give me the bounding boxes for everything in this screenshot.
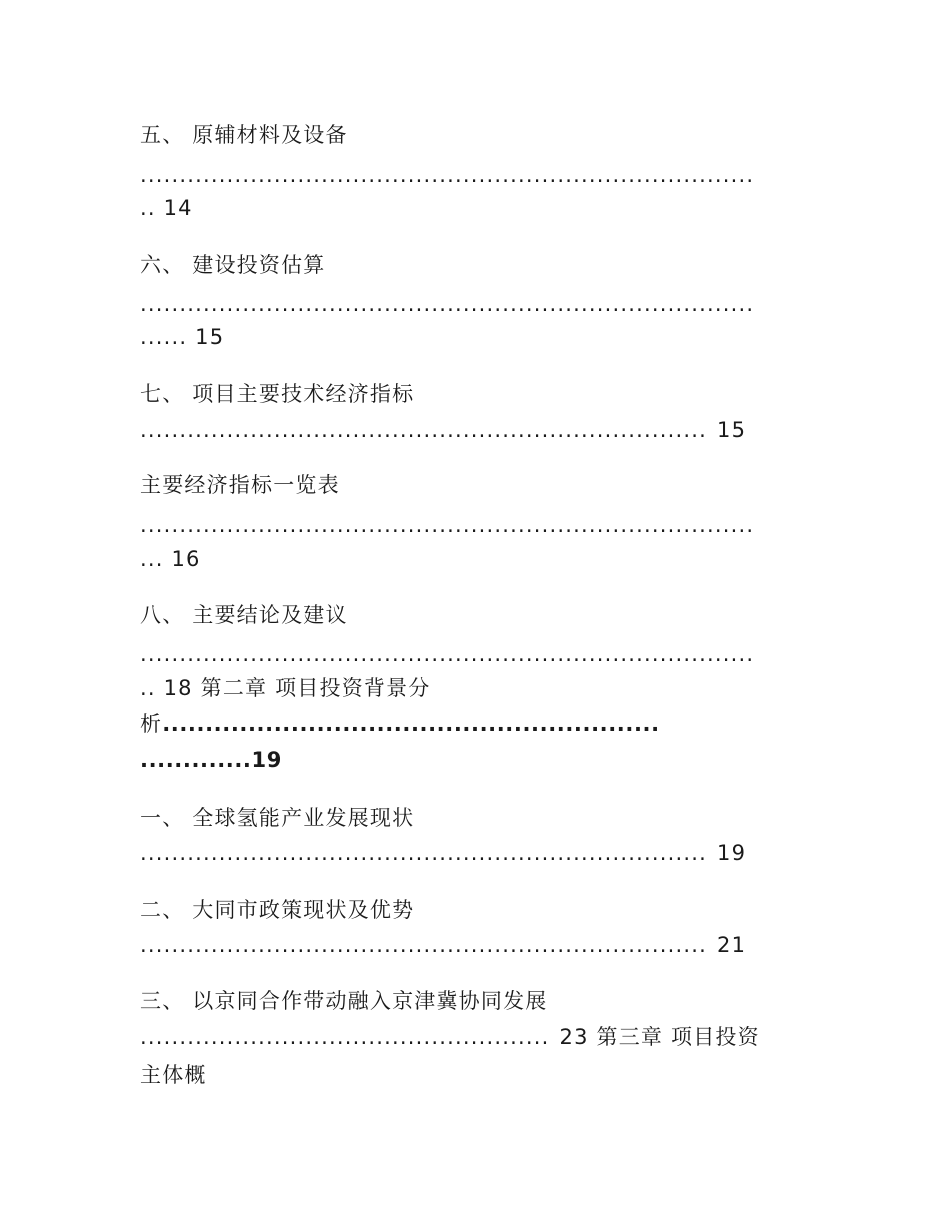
toc-leader-line — [140, 838, 746, 868]
toc-dot-leader: ........................................................................ — [140, 841, 708, 865]
toc-dot-leader: .............................................................................. — [140, 163, 755, 187]
chapter-heading-line — [140, 709, 660, 739]
toc-entry-title: 三、 以京同合作带动融入京津冀协同发展 — [140, 989, 548, 1013]
toc-page-number: 21 — [717, 933, 747, 957]
toc-leader-line — [140, 1022, 760, 1052]
toc-dot-leader: .............................................................................. — [140, 513, 755, 537]
toc-entry-title: 一、 全球氢能产业发展现状 — [140, 806, 415, 830]
toc-entry-title: 六、 建设投资估算 — [140, 253, 326, 277]
toc-entry-title: 主要经济指标一览表 — [140, 473, 340, 497]
toc-page-number: .............19 — [140, 748, 282, 772]
toc-page-number: 15 — [717, 418, 747, 442]
toc-entry-title: 五、 原辅材料及设备 — [140, 123, 348, 147]
toc-page-number: 19 — [717, 841, 747, 865]
toc-page-number: 23 第三章 项目投资 — [559, 1025, 760, 1049]
toc-entry-title: 七、 项目主要技术经济指标 — [140, 382, 415, 406]
toc-dot-leader: .................................................... — [140, 1025, 550, 1049]
toc-entry-title: 二、 大同市政策现状及优势 — [140, 898, 415, 922]
toc-dot-leader: ........................................................................ — [140, 418, 708, 442]
toc-entry-title: 八、 主要结论及建议 — [140, 603, 348, 627]
toc-dot-leader: .......................................................... — [162, 712, 660, 736]
toc-leader-line — [140, 415, 746, 445]
toc-dot-leader: .............................................................................. — [140, 642, 755, 666]
toc-page-number: .. 18 第二章 项目投资背景分 — [140, 676, 431, 700]
toc-dot-leader: ........................................................................ — [140, 933, 708, 957]
toc-leader-line — [140, 930, 746, 960]
chapter-title-continued: 主体概 — [140, 1063, 207, 1087]
toc-page-number: .. 14 — [140, 196, 193, 220]
toc-page-number: ...... 15 — [140, 325, 225, 349]
toc-dot-leader: .............................................................................. — [140, 292, 755, 316]
toc-page-number: ... 16 — [140, 547, 201, 571]
chapter-title-tail: 析 — [140, 712, 163, 736]
